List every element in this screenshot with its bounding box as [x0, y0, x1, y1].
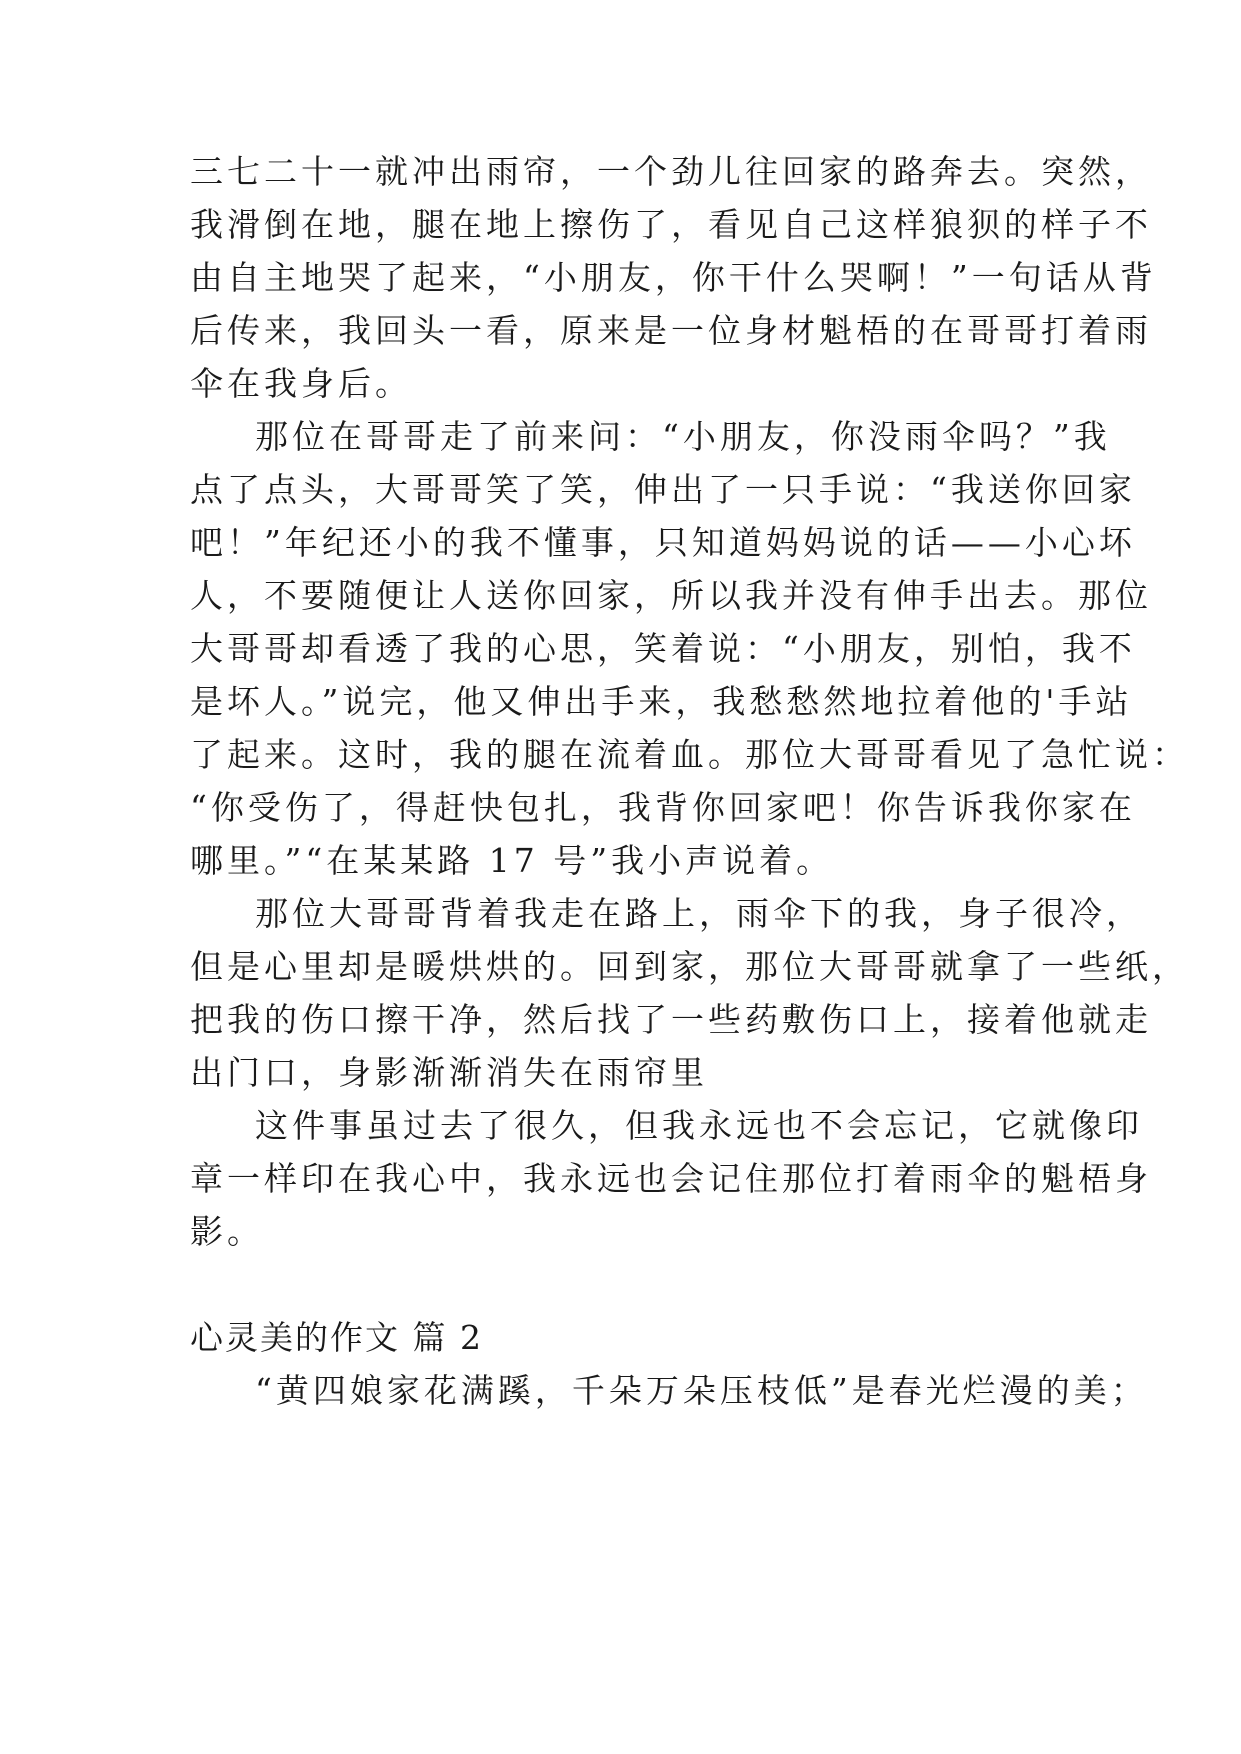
- text-line: 是坏人。”说完，他又伸出手来，我愁愁然地拉着他的'手站: [190, 682, 1133, 721]
- paragraph-first-line: “黄四娘家花满蹊，千朵万朵压枝低”是春光烂漫的美；: [255, 1371, 1148, 1410]
- paragraph-first-line: 这件事虽过去了很久，但我永远也不会忘记，它就像印: [255, 1106, 1143, 1145]
- text-line: 章一样印在我心中，我永远也会记住那位打着雨伞的魁梧身: [190, 1159, 1152, 1198]
- text-line: 出门口，身影渐渐消失在雨帘里: [190, 1053, 708, 1092]
- text-line: 三七二十一就冲出雨帘，一个劲儿往回家的路奔去。突然，: [190, 152, 1152, 191]
- text-line: 吧！”年纪还小的我不懂事，只知道妈妈说的话——小心坏: [190, 523, 1136, 562]
- text-line: 大哥哥却看透了我的心思，笑着说：“小朋友，别怕，我不: [190, 629, 1136, 668]
- text-line: 但是心里却是暖烘烘的。回到家，那位大哥哥就拿了一些纸，: [190, 947, 1189, 986]
- text-line: 把我的伤口擦干净，然后找了一些药敷伤口上，接着他就走: [190, 1000, 1152, 1039]
- section-heading: 心灵美的作文 篇 2: [190, 1318, 483, 1357]
- text-line: 了起来。这时，我的腿在流着血。那位大哥哥看见了急忙说：: [190, 735, 1189, 774]
- text-line: 人，不要随便让人送你回家，所以我并没有伸手出去。那位: [190, 576, 1152, 615]
- text-line: 我滑倒在地，腿在地上擦伤了，看见自己这样狼狈的样子不: [190, 205, 1152, 244]
- text-line: 哪里。”“在某某路 17 号”我小声说着。: [190, 841, 834, 880]
- text-line: 后传来，我回头一看，原来是一位身材魁梧的在哥哥打着雨: [190, 311, 1152, 350]
- text-line: 由自主地哭了起来，“小朋友，你干什么哭啊！”一句话从背: [190, 258, 1157, 297]
- text-line: 点了点头，大哥哥笑了笑，伸出了一只手说：“我送你回家: [190, 470, 1136, 509]
- text-line: “你受伤了，得赶快包扎，我背你回家吧！你告诉我你家在: [190, 788, 1136, 827]
- paragraph-first-line: 那位在哥哥走了前来问：“小朋友，你没雨伞吗？”我: [255, 417, 1111, 456]
- text-line: 影。: [190, 1212, 264, 1251]
- paragraph-first-line: 那位大哥哥背着我走在路上，雨伞下的我，身子很冷，: [255, 894, 1143, 933]
- text-line: 伞在我身后。: [190, 364, 412, 403]
